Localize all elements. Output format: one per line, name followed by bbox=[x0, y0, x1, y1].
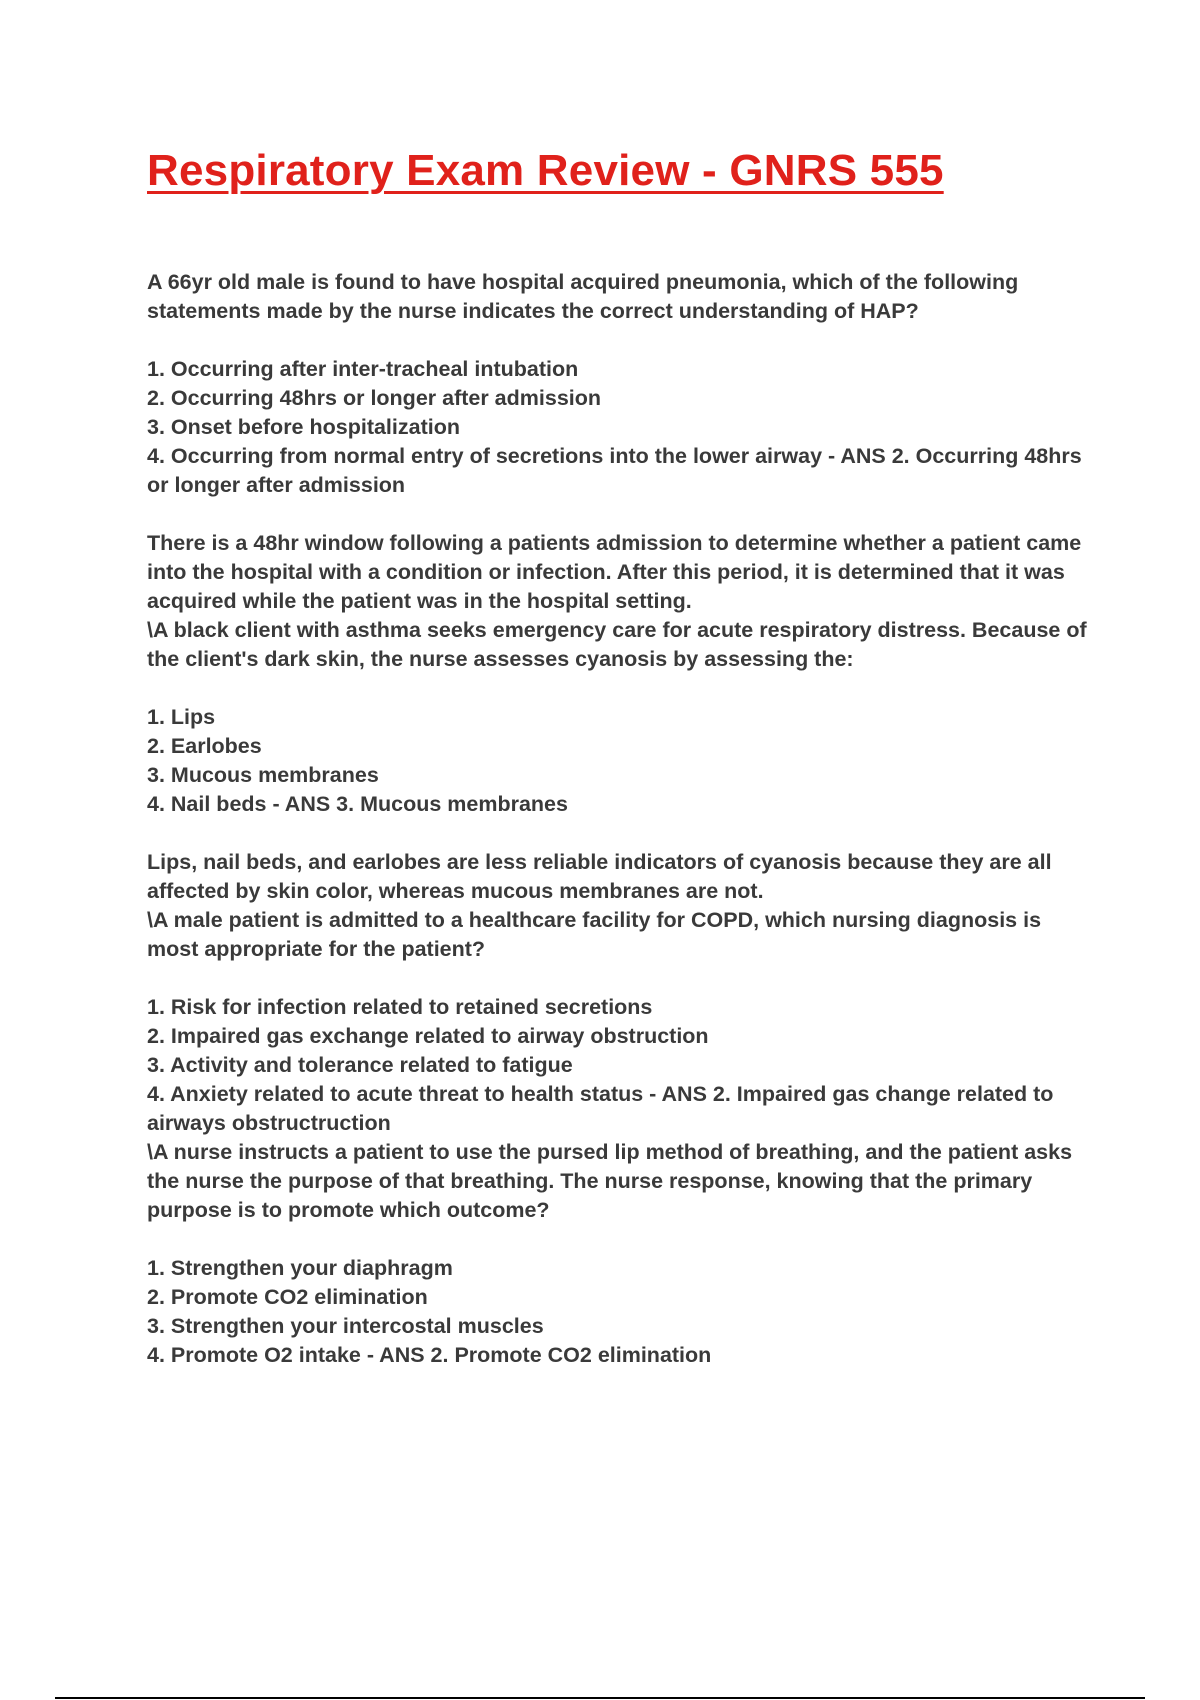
question-4-option-4-answer: 4. Promote O2 intake - ANS 2. Promote CO2 elimination bbox=[147, 1343, 712, 1367]
spacer bbox=[147, 819, 1097, 848]
question-1-option-3: 3. Onset before hospitalization bbox=[147, 415, 460, 439]
question-3-option-3: 3. Activity and tolerance related to fatigue bbox=[147, 1053, 573, 1077]
question-1-option-2: 2. Occurring 48hrs or longer after admission bbox=[147, 386, 602, 410]
question-2-option-4-answer: 4. Nail beds - ANS 3. Mucous membranes bbox=[147, 792, 568, 816]
question-4-text: \A nurse instructs a patient to use the pursed lip method of breathing, and the patient asks the nurse the purpose of that breathing. The nurse response, knowing that the primary purpose is to promote which outcome? bbox=[147, 1140, 1073, 1222]
question-1-rationale: There is a 48hr window following a patients admission to determine whether a patient came into the hospital with a condition or infection. After this period, it is determined that it was acquired while the patient was in the hospital setting. bbox=[147, 531, 1082, 613]
question-4-option-2: 2. Promote CO2 elimination bbox=[147, 1285, 428, 1309]
question-2-option-3: 3. Mucous membranes bbox=[147, 763, 379, 787]
question-2-text: \A black client with asthma seeks emergency care for acute respiratory distress. Because of the client's dark skin, the nurse assesses cyanosis by assessing the: bbox=[147, 618, 1087, 671]
question-1-text: A 66yr old male is found to have hospital acquired pneumonia, which of the following statements made by the nurse indicates the correct understanding of HAP? bbox=[147, 270, 1019, 323]
question-2-option-2: 2. Earlobes bbox=[147, 734, 262, 758]
question-2-option-1: 1. Lips bbox=[147, 705, 216, 729]
document-body bbox=[147, 268, 1097, 1370]
question-1-option-4-answer: 4. Occurring from normal entry of secretions into the lower airway - ANS 2. Occurring 48hrs or longer after admission bbox=[147, 444, 1082, 497]
spacer bbox=[147, 326, 1097, 355]
question-1-option-1: 1. Occurring after inter-tracheal intubation bbox=[147, 357, 579, 381]
question-3-option-4-answer: 4. Anxiety related to acute threat to health status - ANS 2. Impaired gas change related to airways obstructruction bbox=[147, 1082, 1054, 1135]
spacer bbox=[147, 500, 1097, 529]
question-4-option-1: 1. Strengthen your diaphragm bbox=[147, 1256, 453, 1280]
spacer bbox=[147, 1225, 1097, 1254]
question-4-option-3: 3. Strengthen your intercostal muscles bbox=[147, 1314, 544, 1338]
page-title: Respiratory Exam Review - GNRS 555 bbox=[147, 146, 944, 195]
question-3-option-2: 2. Impaired gas exchange related to airway obstruction bbox=[147, 1024, 709, 1048]
question-3-text: \A male patient is admitted to a healthcare facility for COPD, which nursing diagnosis is most appropriate for the patient? bbox=[147, 908, 1042, 961]
page-bottom-divider bbox=[55, 1697, 1145, 1699]
question-3-option-1: 1. Risk for infection related to retained secretions bbox=[147, 995, 653, 1019]
question-2-rationale: Lips, nail beds, and earlobes are less reliable indicators of cyanosis because they are all affected by skin color, whereas mucous membranes are not. bbox=[147, 850, 1052, 903]
spacer bbox=[147, 964, 1097, 993]
spacer bbox=[147, 674, 1097, 703]
